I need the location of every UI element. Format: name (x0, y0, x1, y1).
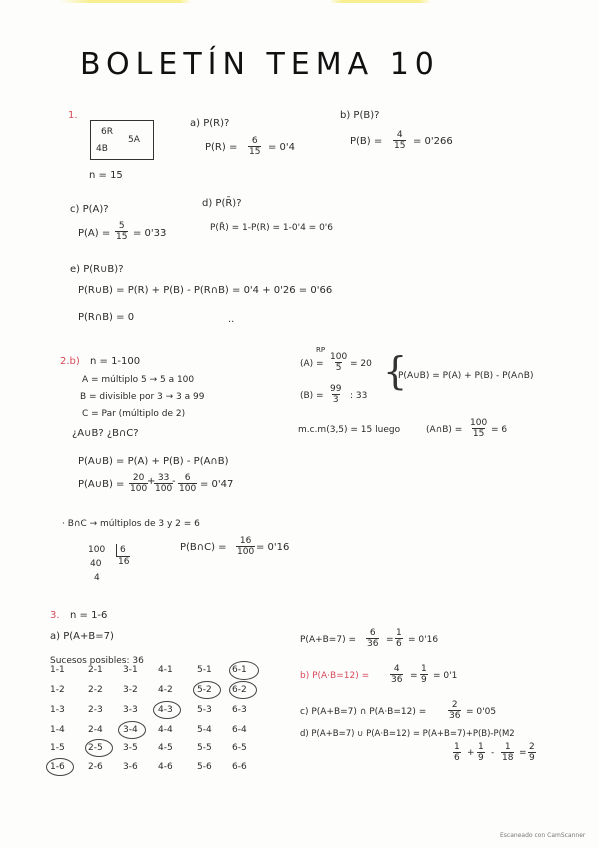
dice-outcome: 1-6 (50, 762, 65, 772)
mark-6-2 (229, 681, 257, 699)
count-a-lhs: (A) = (300, 359, 324, 369)
dice-outcome: 1-4 (50, 725, 65, 735)
dice-outcome: 3-6 (123, 762, 138, 772)
numerator: 4 (393, 664, 400, 674)
dice-outcome: 3-3 (123, 705, 138, 715)
p3d-minus: - (491, 748, 495, 758)
p3a-fraction (366, 628, 379, 649)
problem-1-number: 1. (68, 110, 78, 121)
highlight-strip (0, 0, 599, 3)
division-quotient: 16 (118, 557, 130, 567)
part-b-lhs: P(B) = (350, 136, 383, 147)
dice-outcome: 6-6 (232, 762, 247, 772)
dice-outcome: 3-2 (123, 685, 138, 695)
curly-brace: { (383, 349, 408, 393)
dice-outcome: 6-5 (232, 743, 247, 753)
numerator: 99 (330, 384, 342, 394)
numerator: 6 (251, 136, 258, 146)
dice-outcome: 1-1 (50, 665, 65, 675)
union-fraction-1 (129, 473, 148, 494)
union-fraction-2 (154, 473, 173, 494)
mark-6-1 (229, 661, 259, 680)
dice-outcome: 4-1 (158, 665, 173, 675)
denominator: 15 (472, 429, 485, 439)
dice-outcome: 4-3 (158, 705, 173, 715)
dice-outcome: 3-5 (123, 743, 138, 753)
p3b-fraction (390, 664, 403, 685)
division-divisor: 6 (116, 544, 130, 557)
urn-red: 6R (101, 127, 113, 137)
count-b-fraction (329, 384, 342, 405)
numerator: 5 (118, 221, 125, 231)
dice-outcome: 5-6 (197, 762, 212, 772)
problem-2-label: 2.b) (60, 356, 80, 367)
dice-outcome: 3-1 (123, 665, 138, 675)
dice-outcome: 4-4 (158, 725, 173, 735)
denominator: 9 (478, 753, 484, 763)
sample-space-size: Sucesos posibles: 36 (50, 656, 144, 666)
mark-2-5 (85, 739, 113, 757)
intersection-fraction (469, 418, 488, 439)
division-remainder-1: 40 (90, 559, 102, 569)
urn-white: 5A (128, 135, 140, 145)
p3c-label: c) P(A+B=7) ∩ P(A·B=12) = (300, 707, 427, 717)
denominator: 6 (454, 753, 460, 763)
sample-size: n = 15 (89, 170, 123, 181)
dice-outcome: 1-5 (50, 743, 65, 753)
denominator: 5 (335, 363, 342, 373)
count-a-result: = 20 (350, 359, 372, 369)
part-e-equation: P(R∪B) = P(R) + P(B) - P(R∩B) = 0'4 + 0'26 = 0'66 (78, 285, 333, 296)
dice-outcome: 2-4 (88, 725, 103, 735)
p3b-equals: = (410, 671, 418, 681)
numerator: 100 (330, 352, 348, 362)
event-c-definition: C = Par (múltiplo de 2) (82, 409, 186, 419)
division-dividend: 100 (88, 545, 106, 555)
urn-blue: 4B (96, 144, 108, 154)
bnc-lhs: P(B∩C) = (180, 542, 227, 553)
problem-3-range: n = 1-6 (70, 610, 108, 621)
brace-formula: P(A∪B) = P(A) + P(B) - P(A∩B) (398, 371, 534, 381)
dice-outcome: 1-3 (50, 705, 65, 715)
dice-outcome: 4-2 (158, 685, 173, 695)
denominator: 9 (421, 675, 427, 685)
p3a-lhs: P(A+B=7) = (300, 635, 356, 645)
numerator: 1 (421, 664, 427, 674)
dice-outcome: 6-4 (232, 725, 247, 735)
part-b-fraction (393, 130, 406, 151)
denominator: 36 (367, 639, 379, 649)
dice-outcome: 5-4 (197, 725, 212, 735)
part-c-lhs: P(A) = (78, 228, 111, 239)
intersection-lhs: (A∩B) = (426, 425, 463, 435)
denominator: 36 (449, 711, 461, 721)
part-b-result: = 0'266 (413, 136, 453, 147)
denominator: 100 (130, 484, 148, 494)
dice-outcome: 2-5 (88, 743, 103, 753)
union-result: = 0'47 (200, 479, 234, 490)
denominator: 9 (529, 753, 535, 763)
p3d-plus: + (467, 748, 475, 758)
numerator: 20 (132, 473, 145, 483)
mark-1-6 (46, 758, 74, 776)
mark-3-4 (118, 721, 146, 739)
union-lhs: P(A∪B) = (78, 479, 125, 490)
p3d-label: d) P(A+B=7) ∪ P(A·B=12) = P(A+B=7)+P(B)-P(M2 (300, 729, 515, 739)
p3d-fraction-4 (528, 742, 536, 763)
union-fraction-3 (178, 473, 197, 494)
numerator: 16 (239, 536, 252, 546)
numerator: 2 (451, 700, 458, 710)
dice-outcome: 5-1 (197, 665, 212, 675)
minus-sign: - (172, 476, 176, 487)
union-formula: P(A∪B) = P(A) + P(B) - P(A∩B) (78, 456, 229, 467)
p3d-equals: = (519, 748, 527, 758)
numerator: 1 (396, 628, 402, 638)
count-a-fraction (329, 352, 348, 373)
numerator: 1 (454, 742, 460, 752)
part-b-label: b) P(B)? (340, 110, 380, 121)
denominator: 100 (155, 484, 173, 494)
numerator: 2 (529, 742, 535, 752)
denominator: 15 (249, 147, 261, 157)
denominator: 6 (396, 639, 402, 649)
event-b-definition: B = divisible por 3 → 3 a 99 (80, 392, 205, 402)
count-b-result: : 33 (350, 391, 368, 401)
problem-3-number: 3. (50, 610, 60, 621)
numerator: 33 (157, 473, 170, 483)
part-a-fraction (248, 136, 261, 157)
mark-5-2 (193, 681, 221, 699)
denominator: 100 (237, 547, 255, 557)
bnc-definition: · B∩C → múltiplos de 3 y 2 = 6 (62, 519, 200, 529)
dice-outcome: 6-1 (232, 665, 247, 675)
p3a-fraction-simplified (395, 628, 403, 649)
count-b-lhs: (B) = (300, 391, 324, 401)
dice-outcome: 5-3 (197, 705, 212, 715)
p3d-fraction-3 (501, 742, 514, 763)
problem-2-range: n = 1-100 (90, 356, 141, 367)
dice-outcome: 3-4 (123, 725, 138, 735)
event-a-definition: A = múltiplo 5 → 5 a 100 (82, 375, 195, 385)
p3b-label: b) P(A·B=12) = (300, 671, 370, 681)
problem-2-question: ¿A∪B? ¿B∩C? (72, 428, 139, 439)
p3b-result: = 0'1 (433, 671, 458, 681)
part-d-label: d) P(R̄)? (202, 198, 242, 209)
dice-outcome: 6-2 (232, 685, 247, 695)
numerator: 4 (396, 130, 403, 140)
intersection-result: = 6 (491, 425, 508, 435)
part-e-dots: .. (228, 314, 235, 325)
bnc-result: = 0'16 (256, 542, 290, 553)
p3d-fraction-2 (477, 742, 485, 763)
problem-3-part-a-label: a) P(A+B=7) (50, 631, 114, 642)
dice-outcome: 4-6 (158, 762, 173, 772)
numerator: 6 (184, 473, 191, 483)
part-c-result: = 0'33 (133, 228, 167, 239)
page-title: BOLETÍN TEMA 10 (80, 47, 440, 82)
division-remainder-2: 4 (94, 573, 100, 583)
plus-sign: + (147, 476, 156, 487)
p3b-fraction-simplified (420, 664, 428, 685)
denominator: 15 (394, 141, 406, 151)
dice-outcome: 2-2 (88, 685, 103, 695)
dice-outcome: 5-2 (197, 685, 212, 695)
denominator: 36 (391, 675, 403, 685)
p3d-fraction-1 (453, 742, 461, 763)
part-a-label: a) P(R)? (190, 118, 230, 129)
part-e-intersection: P(R∩B) = 0 (78, 312, 135, 323)
denominator: 15 (116, 232, 128, 242)
part-d-equation: P(R̄) = 1-P(R) = 1-0'4 = 0'6 (210, 223, 333, 233)
dice-outcome: 4-5 (158, 743, 173, 753)
denominator: 100 (179, 484, 197, 494)
dice-outcome: 2-1 (88, 665, 103, 675)
part-c-fraction (115, 221, 128, 242)
lcm-text: m.c.m(3,5) = 15 luego (298, 425, 401, 435)
dice-outcome: 2-6 (88, 762, 103, 772)
p3c-fraction (448, 700, 461, 721)
numerator: 6 (369, 628, 376, 638)
p3a-result: = 0'16 (408, 635, 439, 645)
dice-outcome: 5-5 (197, 743, 212, 753)
dice-outcome: 2-3 (88, 705, 103, 715)
dice-outcome: 6-3 (232, 705, 247, 715)
rp-superscript: RP (316, 346, 326, 354)
part-a-lhs: P(R) = (205, 142, 238, 153)
part-a-result: = 0'4 (268, 142, 296, 153)
p3c-result: = 0'05 (466, 707, 497, 717)
numerator: 1 (504, 742, 511, 752)
dice-outcome: 1-2 (50, 685, 65, 695)
numerator: 100 (470, 418, 488, 428)
bnc-fraction (236, 536, 255, 557)
denominator: 3 (332, 395, 339, 405)
numerator: 1 (478, 742, 484, 752)
denominator: 18 (502, 753, 514, 763)
mark-4-3 (153, 701, 181, 719)
part-c-label: c) P(A)? (70, 204, 109, 215)
p3a-equals: = (386, 635, 394, 645)
part-e-label: e) P(R∪B)? (70, 264, 124, 275)
scanner-watermark: Escaneado con CamScanner (500, 832, 586, 839)
